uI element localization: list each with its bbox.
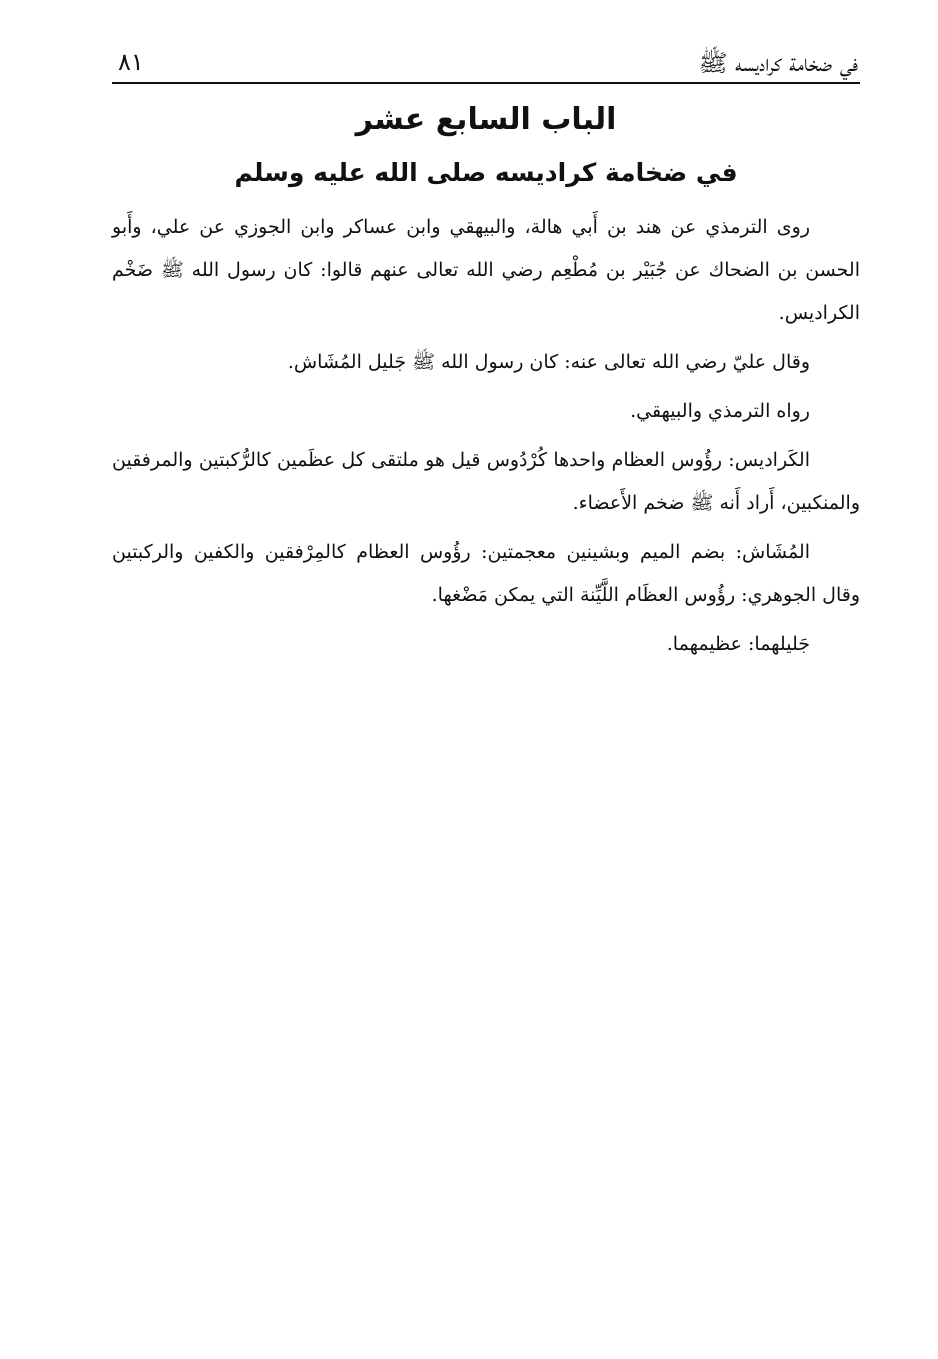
paragraph-narration: روى الترمذي عن هند بن أَبي هالة، والبيهقي وابن عساكر وابن الجوزي عن علي، وأَبو الحسن بن الضحاك عن جُبَيْر بن مُطْعِم رضي الله تعالى عنهم قالوا: كان رسول الله ﷺ ضَخْم الكراديس. [112, 216, 860, 324]
page-number: ٨١ [118, 48, 144, 76]
paragraph-mushash-definition: المُشَاش: بضم الميم وبشينين معجمتين: رؤُوس العظام كالمِرْفقين والكفين والركبتين وقال الجوهري: رؤُوس العظَام اللَّيِّنة التي يمكن مَضْغها. [112, 541, 860, 606]
running-header [112, 40, 860, 84]
paragraph-source: رواه الترمذي والبيهقي. [630, 400, 810, 422]
header-title: في ضخامة كراديسه ﷺ [698, 49, 858, 77]
chapter-title: الباب السابع عشر [355, 102, 617, 137]
paragraph-karadis-definition: الكَراديس: رؤُوس العظام واحدها كُرْدُوس قيل هو ملتقى كل عظَمين كالرُّكبتين والمرفقين والمنكبين، أَراد أَنه ﷺ ضخم الأَعضاء. [112, 449, 860, 514]
paragraph-jalil-definition: جَليلهما: عظيمهما. [666, 633, 810, 655]
body-text [112, 206, 860, 672]
paragraph-ali-saying: وقال عليّ رضي الله تعالى عنه: كان رسول الله ﷺ جَليل المُشَاش. [287, 351, 810, 373]
chapter-subtitle: في ضخامة كراديسه صلى الله عليه وسلم [234, 158, 738, 187]
